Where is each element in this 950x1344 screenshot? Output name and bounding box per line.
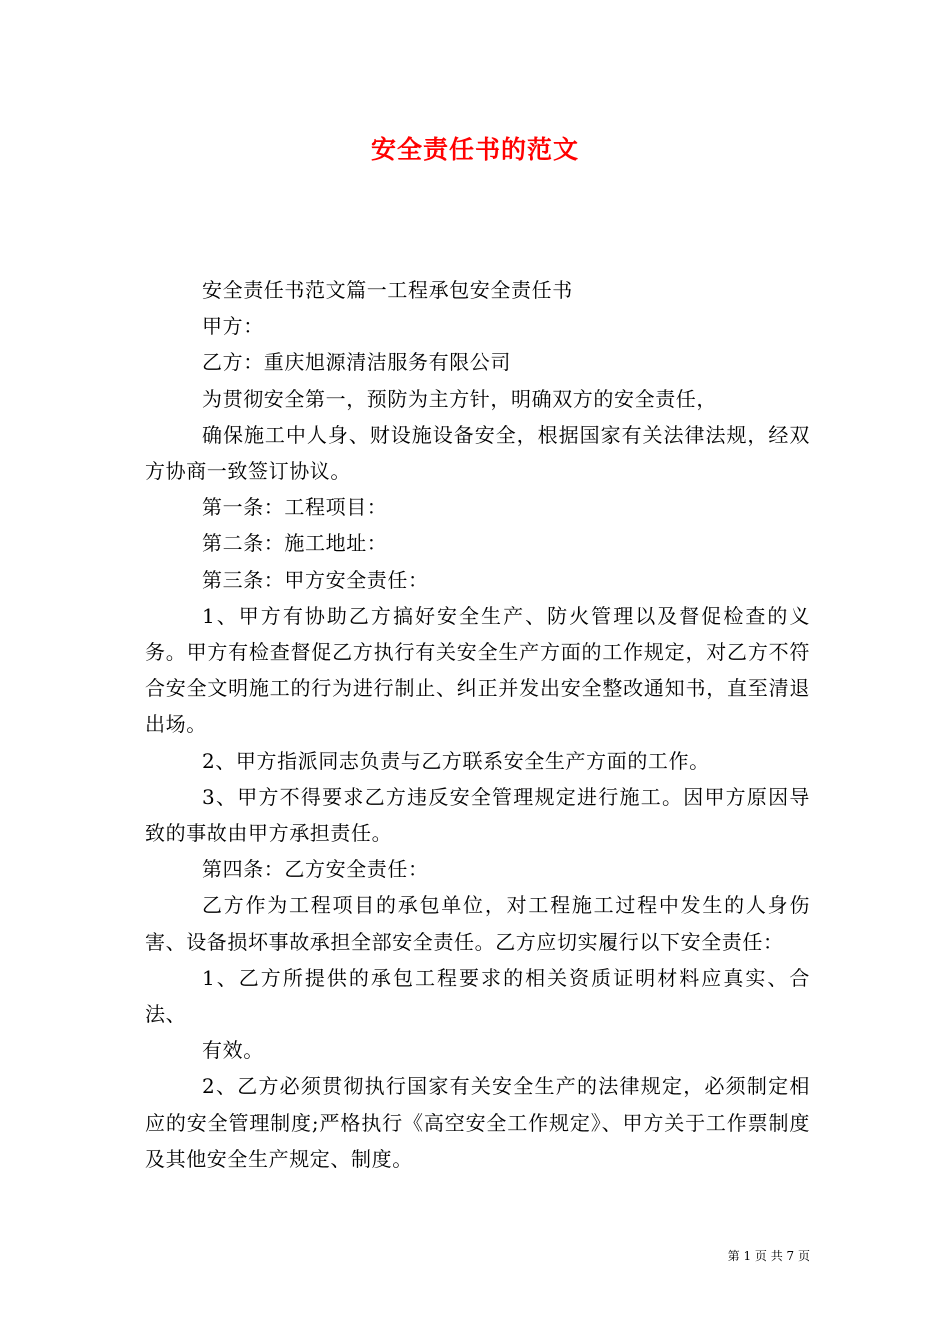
- paragraph-b-duty-2: 2、乙方必须贯彻执行国家有关安全生产的法律规定，必须制定相应的安全管理制度;严格执行《高空安全工作规定》、甲方关于工作票制度及其他安全生产规定、制度。: [145, 1074, 810, 1171]
- paragraph-b-duty-1-cont: 有效。: [202, 1038, 264, 1063]
- document-title: 安全责任书的范文: [370, 135, 579, 164]
- paragraph-a-duty-1: 1、甲方有协助乙方搞好安全生产、防火管理以及督促检查的义务。甲方有检查督促乙方执行有关安全生产方面的工作规定，对乙方不符合安全文明施工的行为进行制止、纠正并发出安全整改通知书，直至清退出场。: [145, 603, 810, 737]
- paragraph-article-3: 第三条：甲方安全责任：: [202, 567, 429, 592]
- paragraph-party-b: 乙方：重庆旭源清洁服务有限公司: [202, 350, 511, 375]
- paragraph-party-a: 甲方：: [202, 314, 264, 339]
- paragraph-agreement: 确保施工中人身、财设施设备安全，根据国家有关法律法规，经双方协商一致签订协议。: [145, 422, 810, 484]
- paragraph-b-intro: 乙方作为工程项目的承包单位，对工程施工过程中发生的人身伤害、设备损坏事故承担全部安全责任。乙方应切实履行以下安全责任：: [145, 893, 810, 954]
- paragraph-article-4: 第四条：乙方安全责任：: [202, 857, 429, 882]
- paragraph-purpose: 为贯彻安全第一，预防为主方针，明确双方的安全责任，: [202, 386, 717, 411]
- paragraph-b-duty-1: 1、乙方所提供的承包工程要求的相关资质证明材料应真实、合法、: [145, 965, 810, 1027]
- paragraph-a-duty-3: 3、甲方不得要求乙方违反安全管理规定进行施工。因甲方原因导致的事故由甲方承担责任。: [145, 784, 810, 846]
- paragraph-heading: 安全责任书范文篇一工程承包安全责任书: [202, 278, 573, 302]
- document-body: [145, 272, 810, 1177]
- page-number: 第 1 页 共 7 页: [727, 1249, 810, 1263]
- paragraph-article-2: 第二条：施工地址：: [202, 531, 388, 556]
- paragraph-article-1: 第一条：工程项目：: [202, 495, 388, 520]
- paragraph-a-duty-2: 2、甲方指派同志负责与乙方联系安全生产方面的工作。: [202, 748, 710, 773]
